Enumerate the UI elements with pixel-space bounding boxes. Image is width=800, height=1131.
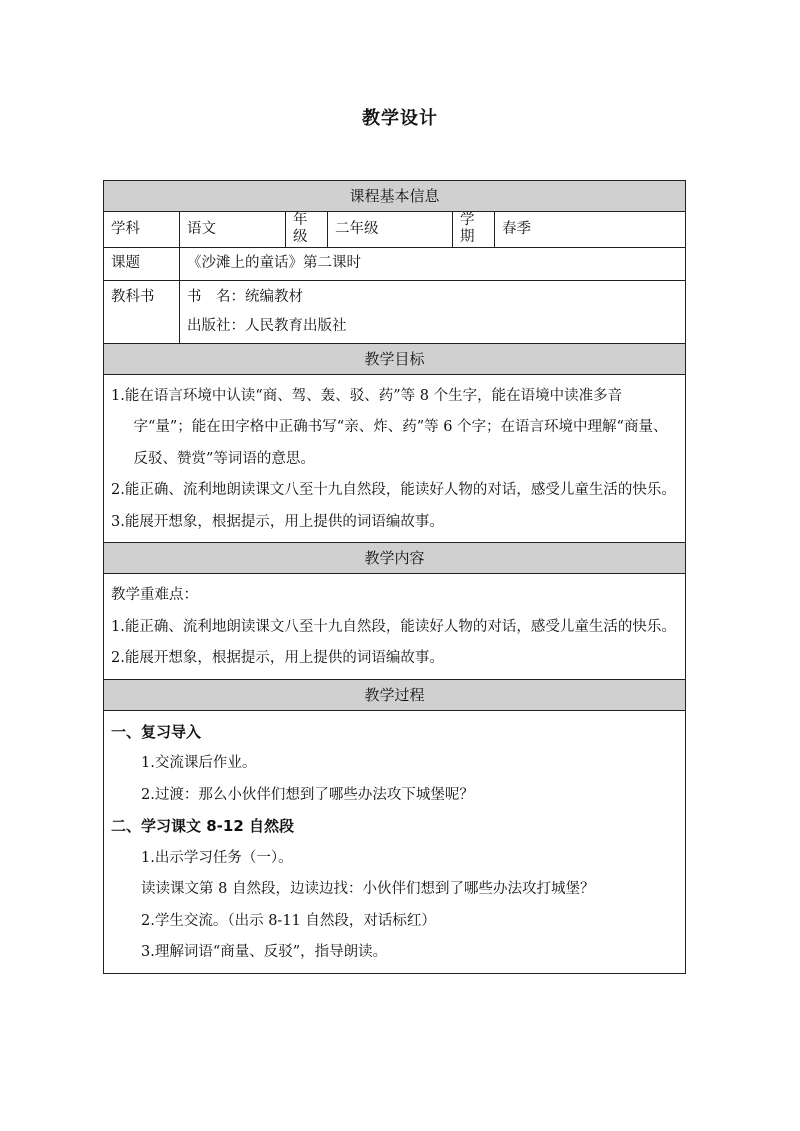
subject-value: 语文 — [180, 212, 286, 248]
page-title: 教学设计 — [362, 108, 438, 129]
section-header-process — [104, 679, 686, 710]
lesson-plan-table — [103, 180, 686, 974]
process-step: 2.学生交流。（出示 8-11 自然段，对话标红） — [141, 912, 436, 929]
process-part-title: 一、复习导入 — [111, 722, 202, 741]
term-label: 学期 — [453, 212, 495, 248]
goal-item: 3.能展开想象，根据提示，用上提供的词语编故事。 — [111, 513, 444, 530]
content-cell — [104, 574, 686, 680]
textbook-row — [104, 280, 686, 343]
content-row — [104, 574, 686, 680]
process-part-title: 二、学习课文 8-12 自然段 — [111, 817, 294, 836]
topic-label: 课题 — [104, 247, 180, 280]
process-step: 2.过渡：那么小伙伴们想到了哪些办法攻下城堡呢？ — [141, 786, 474, 803]
section-title-process: 教学过程 — [104, 679, 686, 710]
section-header-content — [104, 543, 686, 574]
topic-value: 《沙滩上的童话》第二课时 — [180, 247, 686, 280]
section-title-basic-info: 课程基本信息 — [104, 181, 686, 212]
book-name: 书 名：统编教材 — [187, 288, 303, 305]
goals-cell — [104, 374, 686, 543]
section-header-goals — [104, 343, 686, 374]
topic-row — [104, 247, 686, 280]
publisher: 出版社：人民教育出版社 — [187, 317, 347, 334]
basic-info-row — [104, 212, 686, 248]
section-title-content: 教学内容 — [104, 543, 686, 574]
goal-item: 1.能在语言环境中认读“商、驾、轰、驳、药”等 8 个生字，能在语境中读准多音字“量”；能在田字格中正确书写“亲、炸、药”等 6 个字；在语言环境中理解“商量、反驳、赞赏”等词语的意思。 — [111, 387, 668, 467]
grade-label: 年级 — [286, 212, 328, 248]
term-value: 春季 — [495, 212, 686, 248]
content-item: 2.能展开想象，根据提示，用上提供的词语编故事。 — [111, 650, 444, 667]
goal-item: 2.能正确、流利地朗读课文八至十九自然段，能读好人物的对话，感受儿童生活的快乐。 — [111, 482, 676, 499]
textbook-label: 教科书 — [104, 280, 180, 343]
content-heading: 教学重难点： — [111, 587, 198, 604]
process-step: 3.理解词语“商量、反驳”，指导朗读。 — [141, 944, 388, 961]
goals-row — [104, 374, 686, 543]
process-step: 读读课文第 8 自然段，边读边找：小伙伴们想到了哪些办法攻打城堡？ — [141, 881, 595, 898]
section-header-basic-info — [104, 181, 686, 212]
subject-label: 学科 — [104, 212, 180, 248]
process-step: 1.出示学习任务（一）。 — [141, 849, 293, 866]
process-step: 1.交流课后作业。 — [141, 755, 257, 772]
process-row — [104, 710, 686, 973]
grade-value: 二年级 — [328, 212, 453, 248]
content-item: 1.能正确、流利地朗读课文八至十九自然段，能读好人物的对话，感受儿童生活的快乐。 — [111, 618, 676, 635]
section-title-goals: 教学目标 — [104, 343, 686, 374]
textbook-info — [180, 280, 686, 343]
process-cell — [104, 710, 686, 973]
